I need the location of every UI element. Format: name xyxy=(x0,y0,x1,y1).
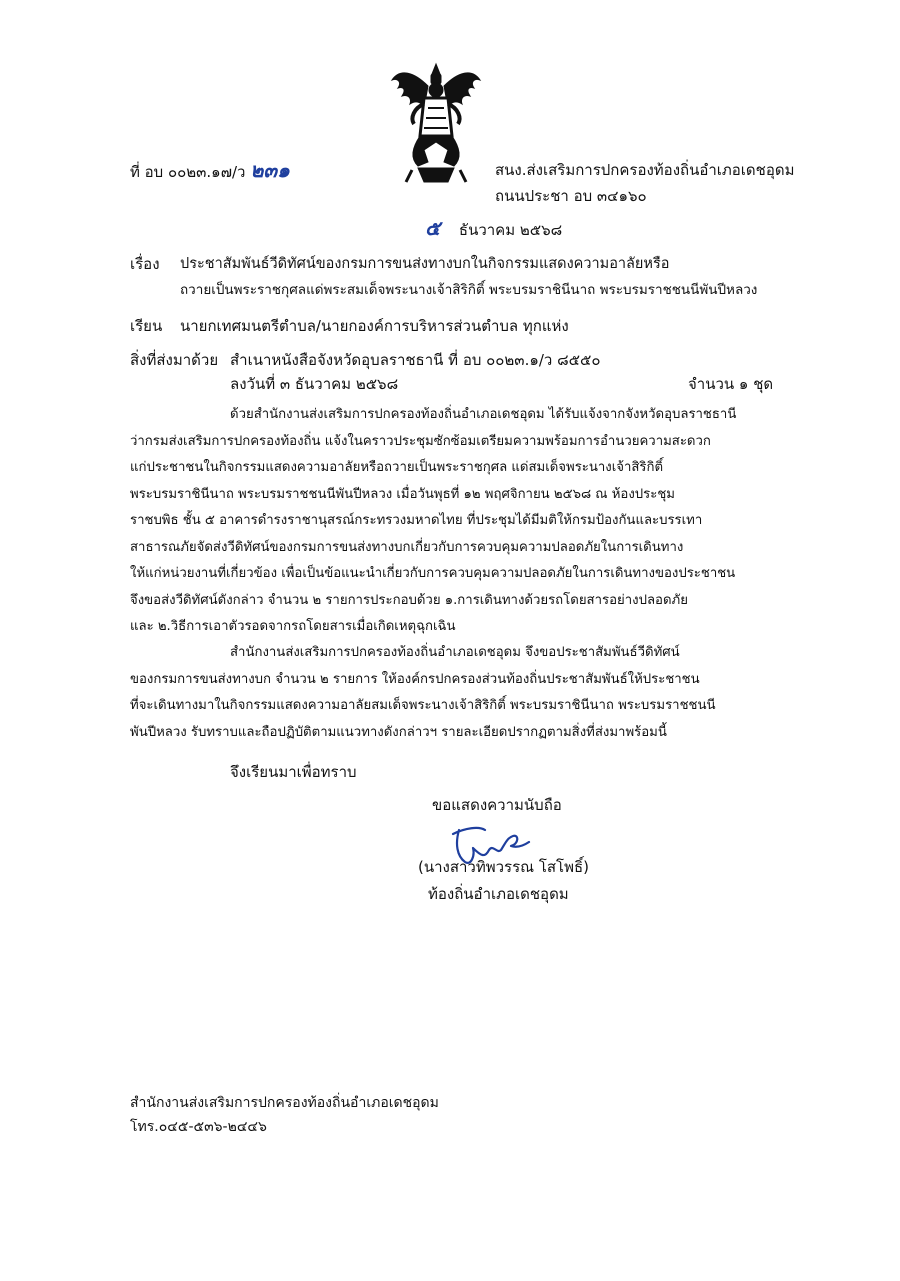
paragraph-line: สำนักงานส่งเสริมการปกครองท้องถิ่นอำเภอเดชอุดม จึงขอประชาสัมพันธ์วีดิทัศน์ xyxy=(230,645,680,660)
paragraph-line: พันปีหลวง รับทราบและถือปฏิบัติตามแนวทางดังกล่าวฯ รายละเอียดปรากฏตามสิ่งที่ส่งมาพร้อมนี้ xyxy=(130,724,667,740)
enclosure-line-2: ลงวันที่ ๓ ธันวาคม ๒๕๖๘ xyxy=(230,375,399,393)
subject-label: เรื่อง xyxy=(130,255,160,273)
handwritten-date-day: ๕ xyxy=(425,216,441,240)
handwritten-reference-number: ๒๓๑ xyxy=(250,158,290,182)
enclosure-count: จำนวน ๑ ชุด xyxy=(688,375,774,393)
closing-request: จึงเรียนมาเพื่อทราบ xyxy=(230,763,357,781)
paragraph-line: ว่ากรมส่งเสริมการปกครองท้องถิ่น แจ้งในคราวประชุมซักซ้อมเตรียมความพร้อมการอำนวยความสะดวก xyxy=(130,433,711,449)
office-address: ถนนประชา อบ ๓๔๑๖๐ xyxy=(495,187,647,205)
paragraph-line: จึงขอส่งวีดิทัศน์ดังกล่าว จำนวน ๒ รายการประกอบด้วย ๑.การเดินทางด้วยรถโดยสารอย่างปลอดภัย xyxy=(130,592,688,608)
subject-line-1: ประชาสัมพันธ์วีดิทัศน์ของกรมการขนส่งทางบกในกิจกรรมแสดงความอาลัยหรือ xyxy=(180,256,670,272)
paragraph-line: แก่ประชาชนในกิจกรรมแสดงความอาลัยหรือถวายเป็นพระราชกุศล แด่สมเด็จพระนางเจ้าสิริกิติ์ xyxy=(130,460,664,475)
paragraph-line: พระบรมราชินีนาถ พระบรมราชชนนีพันปีหลวง เมื่อวันพุธที่ ๑๒ พฤศจิกายน ๒๕๖๘ ณ ห้องประชุม xyxy=(130,486,675,502)
body-paragraph-2 xyxy=(130,640,780,746)
paragraph-line: สาธารณภัยจัดส่งวีดิทัศน์ของกรมการขนส่งทางบกเกี่ยวกับการควบคุมความปลอดภัยในการเดินทาง xyxy=(130,539,684,555)
paragraph-line: ด้วยสำนักงานส่งเสริมการปกครองท้องถิ่นอำเภอเดชอุดม ได้รับแจ้งจากจังหวัดอุบลราชธานี xyxy=(230,407,737,422)
subject-line-2: ถวายเป็นพระราชกุศลแด่พระสมเด็จพระนางเจ้าสิริกิติ์ พระบรมราชินีนาถ พระบรมราชชนนีพันปีหลวง xyxy=(180,282,758,298)
garuda-emblem-icon xyxy=(384,58,488,190)
body-paragraph-1 xyxy=(130,402,780,641)
paragraph-line: ราชบพิธ ชั้น ๕ อาคารดำรงราชานุสรณ์กระทรวงมหาดไทย ที่ประชุมได้มีมติให้กรมป้องกันและบรรเทา xyxy=(130,513,703,528)
enclosure-line-1: สำเนาหนังสือจังหวัดอุบลราชธานี ที่ อบ ๐๐๒๓.๑/ว ๘๕๕๐ xyxy=(230,351,601,369)
enclosure-label: สิ่งที่ส่งมาด้วย xyxy=(130,351,219,369)
letter-date: ธันวาคม ๒๕๖๘ xyxy=(458,221,563,239)
footer-phone: โทร.๐๔๕-๕๓๖-๒๔๔๖ xyxy=(130,1119,267,1135)
paragraph-line: ที่จะเดินทางมาในกิจกรรมแสดงความอาลัยสมเด็จพระนางเจ้าสิริกิติ์ พระบรมราชินีนาถ พระบรมราชชนนี xyxy=(130,698,716,713)
signatory-name: (นางสาวทิพวรรณ โสโพธิ์) xyxy=(418,858,590,876)
signatory-position: ท้องถิ่นอำเภอเดชอุดม xyxy=(428,885,569,903)
paragraph-line: ของกรมการขนส่งทางบก จำนวน ๒ รายการ ให้องค์กรปกครองส่วนท้องถิ่นประชาสัมพันธ์ให้ประชาชน xyxy=(130,671,700,687)
office-name: สนง.ส่งเสริมการปกครองท้องถิ่นอำเภอเดชอุดม xyxy=(495,161,795,179)
regards-text: ขอแสดงความนับถือ xyxy=(432,796,562,814)
reference-number: ที่ อบ ๐๐๒๓.๑๗/ว xyxy=(130,163,246,181)
paragraph-line: และ ๒.วิธีการเอาตัวรอดจากรถโดยสารเมื่อเกิดเหตุฉุกเฉิน xyxy=(130,619,456,634)
paragraph-line: ให้แก่หน่วยงานที่เกี่ยวข้อง เพื่อเป็นข้อแนะนำเกี่ยวกับการควบคุมความปลอดภัยในการเดินทางของประชาชน xyxy=(130,566,736,581)
footer-office: สำนักงานส่งเสริมการปกครองท้องถิ่นอำเภอเดชอุดม xyxy=(130,1095,439,1111)
recipient-label: เรียน xyxy=(130,317,163,335)
recipient-text: นายกเทศมนตรีตำบล/นายกองค์การบริหารส่วนตำบล ทุกแห่ง xyxy=(180,317,569,335)
